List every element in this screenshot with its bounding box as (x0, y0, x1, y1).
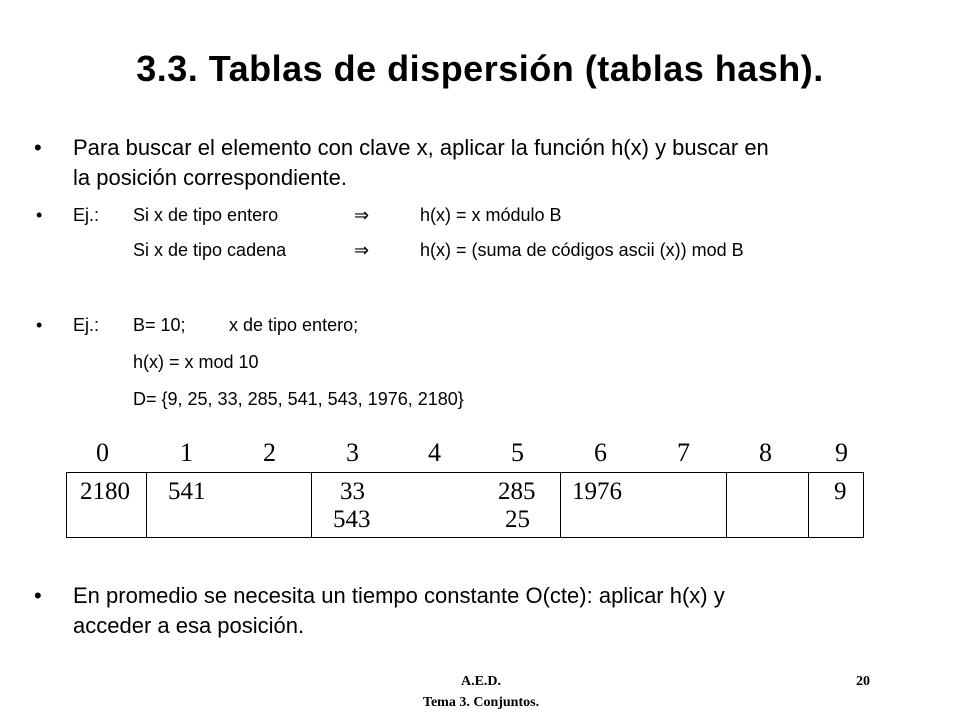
implies-arrow-icon: ⇒ (354, 240, 370, 261)
ex2-b-value: B= 10; (133, 315, 186, 335)
bullet-1: • (34, 135, 42, 160)
footer-course: A.E.D. (460, 674, 502, 689)
table-index: 6 (594, 438, 607, 467)
ex2-data-set: D= {9, 25, 33, 285, 541, 543, 1976, 2180} (133, 389, 464, 409)
para1-line1: Para buscar el elemento con clave x, aplicar la función h(x) y buscar en (73, 135, 769, 160)
table-cell-value: 25 (505, 506, 530, 533)
page-number: 20 (856, 674, 870, 689)
ex1-row2-right: h(x) = (suma de códigos ascii (x)) mod B (420, 240, 744, 260)
slide-title: 3.3. Tablas de dispersión (tablas hash). (136, 48, 824, 89)
cell-divider (560, 472, 561, 538)
ex2-label: Ej.: (73, 315, 100, 335)
bullet-3: • (36, 315, 43, 335)
bullet-4: • (34, 583, 42, 608)
para1-line2: la posición correspondiente. (73, 165, 347, 190)
table-cell-value: 541 (168, 478, 206, 505)
table-cell-value: 543 (333, 506, 371, 533)
cell-divider (146, 472, 147, 538)
implies-arrow-icon: ⇒ (354, 205, 370, 226)
ex1-row2-left: Si x de tipo cadena (133, 240, 287, 260)
ex1-label: Ej.: (73, 205, 100, 225)
footer-topic: Tema 3. Conjuntos. (422, 695, 540, 710)
table-index: 2 (263, 438, 276, 467)
table-index: 1 (180, 438, 193, 467)
table-index: 9 (835, 438, 848, 467)
table-index: 5 (511, 438, 524, 467)
table-cell-value: 2180 (80, 478, 130, 505)
table-index: 3 (346, 438, 359, 467)
table-cell-value: 33 (340, 478, 365, 505)
ex2-hash-function: h(x) = x mod 10 (133, 352, 259, 372)
ex2-x-type: x de tipo entero; (229, 315, 359, 335)
table-cell-value: 9 (834, 478, 847, 505)
table-index: 8 (759, 438, 772, 467)
table-cell-value: 285 (498, 478, 536, 505)
cell-divider (808, 472, 809, 538)
para2-line2: acceder a esa posición. (73, 613, 305, 638)
para2-line1: En promedio se necesita un tiempo constante O(cte): aplicar h(x) y (73, 583, 725, 608)
ex1-row1-right: h(x) = x módulo B (420, 205, 562, 225)
table-index: 4 (428, 438, 441, 467)
table-index: 0 (96, 438, 109, 467)
cell-divider (311, 472, 312, 538)
table-cell-value: 1976 (572, 478, 622, 505)
table-index: 7 (677, 438, 690, 467)
bullet-2: • (36, 205, 43, 225)
ex1-row1-left: Si x de tipo entero (133, 205, 279, 225)
cell-divider (726, 472, 727, 538)
